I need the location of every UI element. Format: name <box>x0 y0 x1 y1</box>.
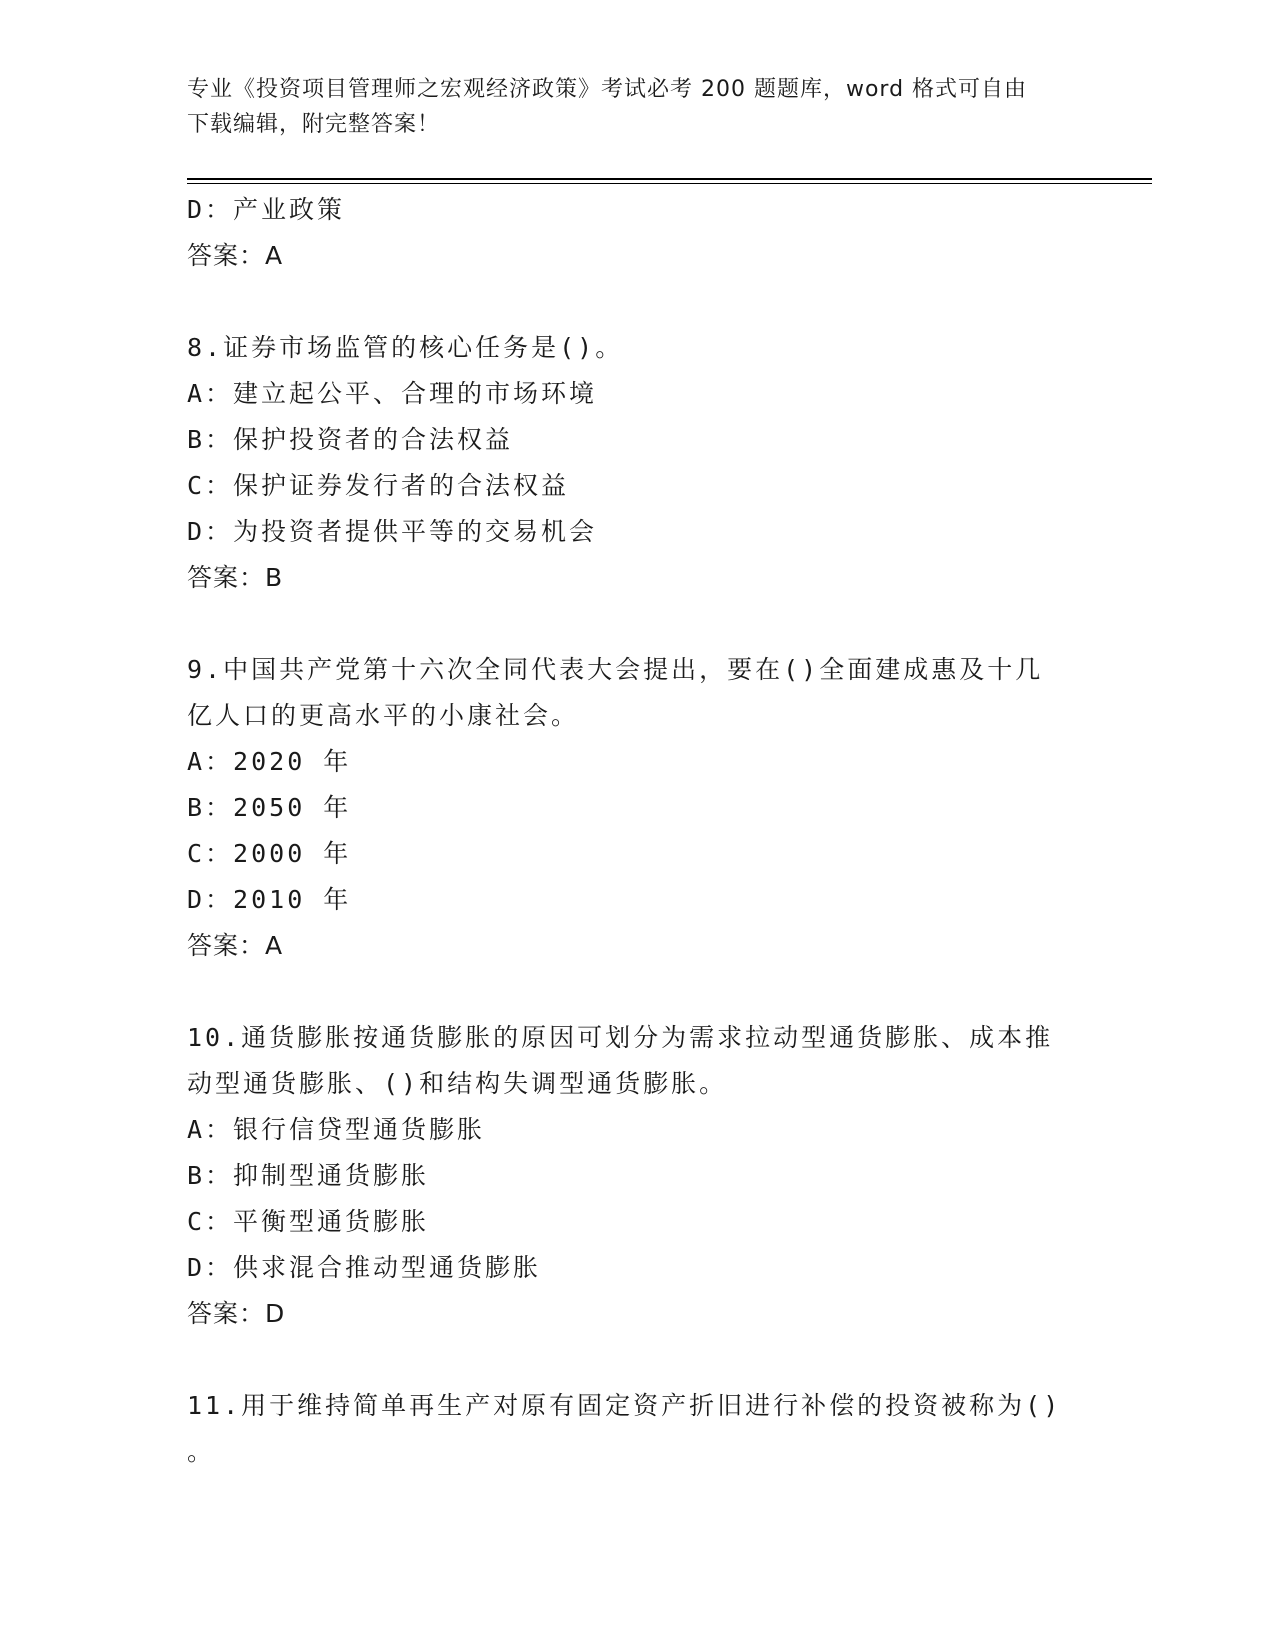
option-d: D：产业政策 <box>187 195 346 224</box>
header-line-2: 下载编辑，附完整答案！ <box>187 112 441 137</box>
option-b: B：保护投资者的合法权益 <box>187 425 514 454</box>
option-c: C：平衡型通货膨胀 <box>187 1207 430 1236</box>
question-stem-line-2: 亿人口的更高水平的小康社会。 <box>187 701 580 730</box>
question-8 <box>187 325 1087 601</box>
option-a: A：银行信贷型通货膨胀 <box>187 1115 486 1144</box>
option-a: A：建立起公平、合理的市场环境 <box>187 379 598 408</box>
question-list <box>187 187 1087 1475</box>
question-stem-line-2: 。 <box>187 1437 216 1466</box>
question-stem-line-2: 动型通货膨胀、()和结构失调型通货膨胀。 <box>187 1069 728 1098</box>
option-d: D：为投资者提供平等的交易机会 <box>187 517 598 546</box>
option-b: B：2050 年 <box>187 793 352 822</box>
spacer <box>187 1337 1087 1383</box>
option-d: D：供求混合推动型通货膨胀 <box>187 1253 542 1282</box>
answer: 答案：D <box>187 1299 286 1328</box>
question-11 <box>187 1383 1087 1475</box>
question-stem-line-1: 11.用于维持简单再生产对原有固定资产折旧进行补偿的投资被称为() <box>187 1391 1062 1420</box>
question-10 <box>187 1015 1087 1337</box>
header-line-1: 专业《投资项目管理师之宏观经济政策》考试必考 200 题题库，word 格式可自由 <box>187 77 1028 102</box>
document-header <box>187 72 1087 142</box>
answer: 答案：B <box>187 563 284 592</box>
answer: 答案：A <box>187 931 284 960</box>
question-9 <box>187 647 1087 969</box>
option-c: C：2000 年 <box>187 839 352 868</box>
question-stem: 8.证券市场监管的核心任务是()。 <box>187 333 624 362</box>
option-b: B：抑制型通货膨胀 <box>187 1161 430 1190</box>
question-stem-line-1: 10.通货膨胀按通货膨胀的原因可划分为需求拉动型通货膨胀、成本推 <box>187 1023 1054 1052</box>
option-a: A：2020 年 <box>187 747 352 776</box>
spacer <box>187 969 1087 1015</box>
header-rule-thin <box>187 183 1152 184</box>
answer: 答案：A <box>187 241 284 270</box>
spacer <box>187 601 1087 647</box>
option-d: D：2010 年 <box>187 885 352 914</box>
spacer <box>187 279 1087 325</box>
header-rule-thick <box>187 178 1152 180</box>
question-7 <box>187 187 1087 279</box>
option-c: C：保护证券发行者的合法权益 <box>187 471 570 500</box>
question-stem-line-1: 9.中国共产党第十六次全同代表大会提出，要在()全面建成惠及十几 <box>187 655 1044 684</box>
